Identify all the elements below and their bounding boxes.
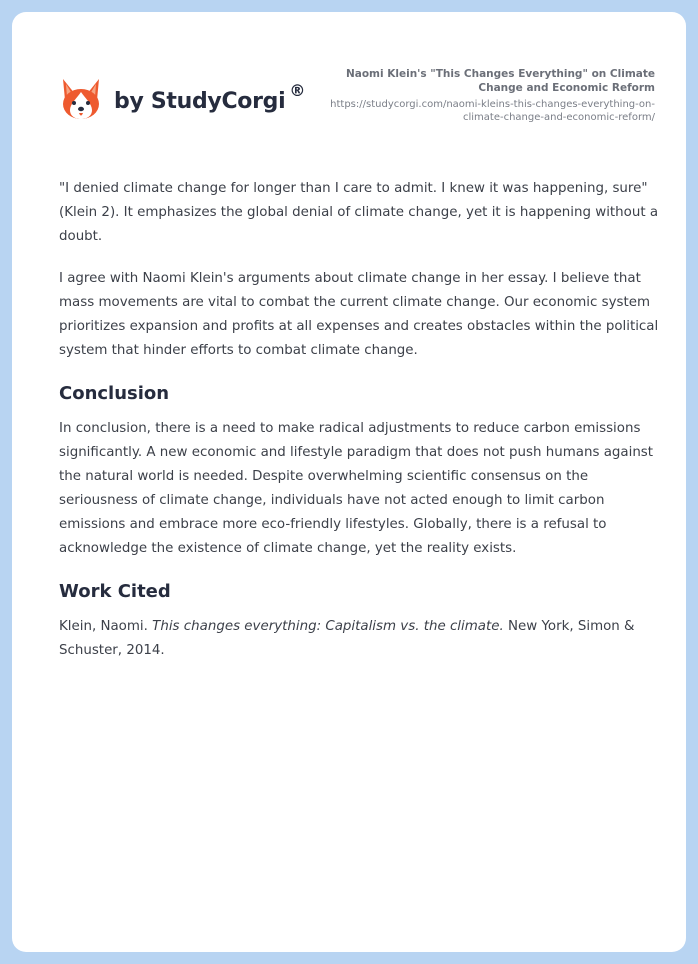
conclusion-paragraph: In conclusion, there is a need to make radical adjustments to reduce carbon emissions significantly. A new economic and lifestyle paradigm that does not push humans against the natural world is needed. Despite overwhelming scientific consensus on the seriousness of climate change, individuals have not acted enough to limit carbon emissions and embrace more eco-friendly lifestyles. Globally, there is a refusal to acknowledge the existence of climate change, yet the reality exists. — [59, 421, 654, 556]
document-title: Naomi Klein's "This Changes Everything" on Climate Change and Economic Reform — [345, 68, 655, 94]
document-header — [12, 12, 686, 142]
conclusion-heading: Conclusion — [59, 383, 170, 404]
registered-mark: ® — [289, 80, 306, 100]
body-paragraph: I agree with Naomi Klein's arguments about climate change in her essay. I believe that mass movements are vital to combat the current climate change. Our economic system prioritizes expansion and profits at all expenses and creates obstacles within the political system that hinder efforts to combat climate change. — [59, 271, 659, 358]
document-body — [59, 177, 659, 681]
body-paragraph: "I denied climate change for longer than I care to admit. I knew it was happening, sure" (Klein 2). It emphasizes the global denial of climate change, yet it is happening without a doubt. — [59, 181, 659, 244]
works-cited-heading: Work Cited — [59, 581, 171, 602]
studycorgi-logo[interactable] — [60, 76, 305, 122]
corgi-head-icon — [60, 76, 102, 122]
citation-entry — [59, 615, 659, 663]
document-meta — [305, 67, 655, 124]
document-url[interactable]: https://studycorgi.com/naomi-kleins-this-changes-everything-on-climate-change-and-economic-reform/ — [330, 99, 655, 123]
document-page — [12, 12, 686, 952]
citation-title: This changes everything: Capitalism vs. the climate. — [152, 619, 504, 634]
citation-author: Klein, Naomi. — [59, 619, 148, 634]
citation-publisher: New York, Simon & Schuster, 2014. — [59, 619, 635, 658]
brand-name: by StudyCorgi — [114, 88, 286, 114]
